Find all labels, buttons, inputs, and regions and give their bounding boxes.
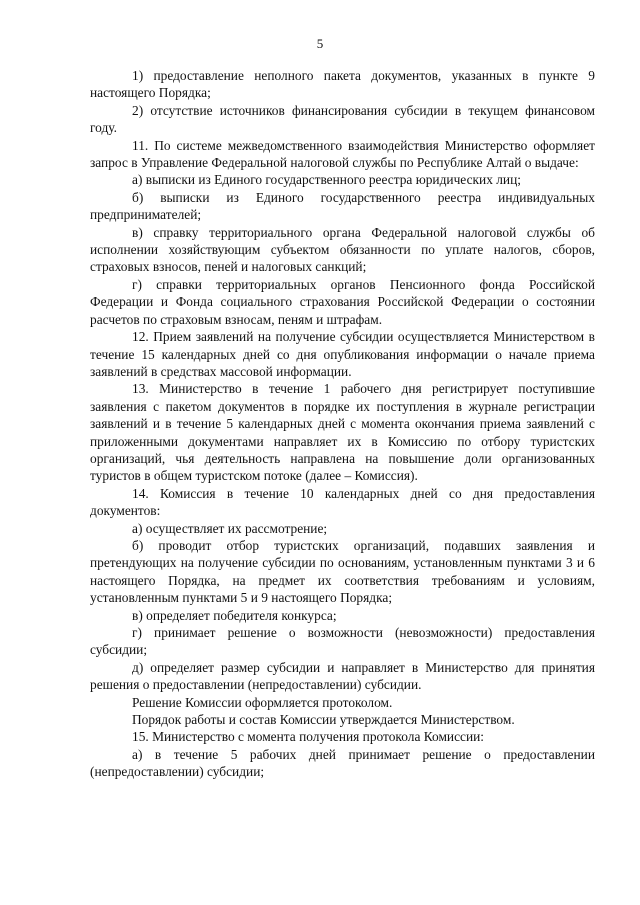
- paragraph: г) принимает решение о возможности (невозможности) предоставления субсидии;: [90, 625, 595, 658]
- paragraph: 1) предоставление неполного пакета документов, указанных в пункте 9 настоящего Порядка;: [90, 68, 595, 101]
- paragraph: 14. Комиссия в течение 10 календарных дней со дня предоставления документов:: [90, 485, 595, 519]
- document-body: [90, 67, 595, 781]
- paragraph: а) выписки из Единого государственного реестра юридических лиц;: [132, 172, 521, 188]
- paragraph: а) в течение 5 рабочих дней принимает решение о предоставлении (непредоставлении) субсидии;: [90, 746, 595, 780]
- paragraph: 2) отсутствие источников финансирования субсидии в текущем финансовом году.: [90, 102, 595, 136]
- paragraph: б) выписки из Единого государственного реестра индивидуальных предпринимателей;: [90, 189, 595, 223]
- paragraph: Порядок работы и состав Комиссии утверждается Министерством.: [132, 712, 515, 728]
- paragraph: в) определяет победителя конкурса;: [132, 607, 337, 623]
- paragraph: 13. Министерство в течение 1 рабочего дня регистрирует поступившие заявления с пакетом документов в порядке их поступления в журнале регистрации заявлений и в течение 5 календарных дней с момента окончания приема заявлений с приложенными документами направляет их в Комиссию по отбору туристских организаций, чья деятельность направлена на повышение доли организованных туристов в общем туристском потоке (далее – Комиссия).: [90, 381, 595, 484]
- paragraph: д) определяет размер субсидии и направляет в Министерство для принятия решения о предоставлении (непредоставлении) субсидии.: [90, 659, 595, 693]
- paragraph: 11. По системе межведомственного взаимодействия Министерство оформляет запрос в Управление Федеральной налоговой службы по Республике Алтай о выдаче:: [90, 137, 595, 171]
- paragraph: 15. Министерство с момента получения протокола Комиссии:: [132, 729, 485, 745]
- paragraph: в) справку территориального органа Федеральной налоговой службы об исполнении хозяйствующим субъектом обязанности по уплате налогов, сборов, страховых взносов, пеней и налоговых санкций;: [90, 224, 595, 275]
- paragraph: Решение Комиссии оформляется протоколом.: [132, 694, 393, 710]
- paragraph: а) осуществляет их рассмотрение;: [132, 520, 328, 536]
- paragraph: 12. Прием заявлений на получение субсидии осуществляется Министерством в течение 15 календарных дней со дня опубликования информации о начале приема заявлений в средствах массовой информации.: [90, 329, 595, 379]
- page-number: 5: [316, 36, 324, 51]
- paragraph: б) проводит отбор туристских организаций, подавших заявления и претендующих на получение субсидии по основаниям, установленным пунктами 3 и 6 настоящего Порядка, на предмет их соответствия требованиям и условиям, установленным пунктами 5 и 9 настоящего Порядка;: [90, 537, 595, 606]
- paragraph: г) справки территориальных органов Пенсионного фонда Российской Федерации и Фонда социального страхования Российской Федерации о состоянии расчетов по страховым взносам, пеням и штрафам.: [90, 276, 595, 327]
